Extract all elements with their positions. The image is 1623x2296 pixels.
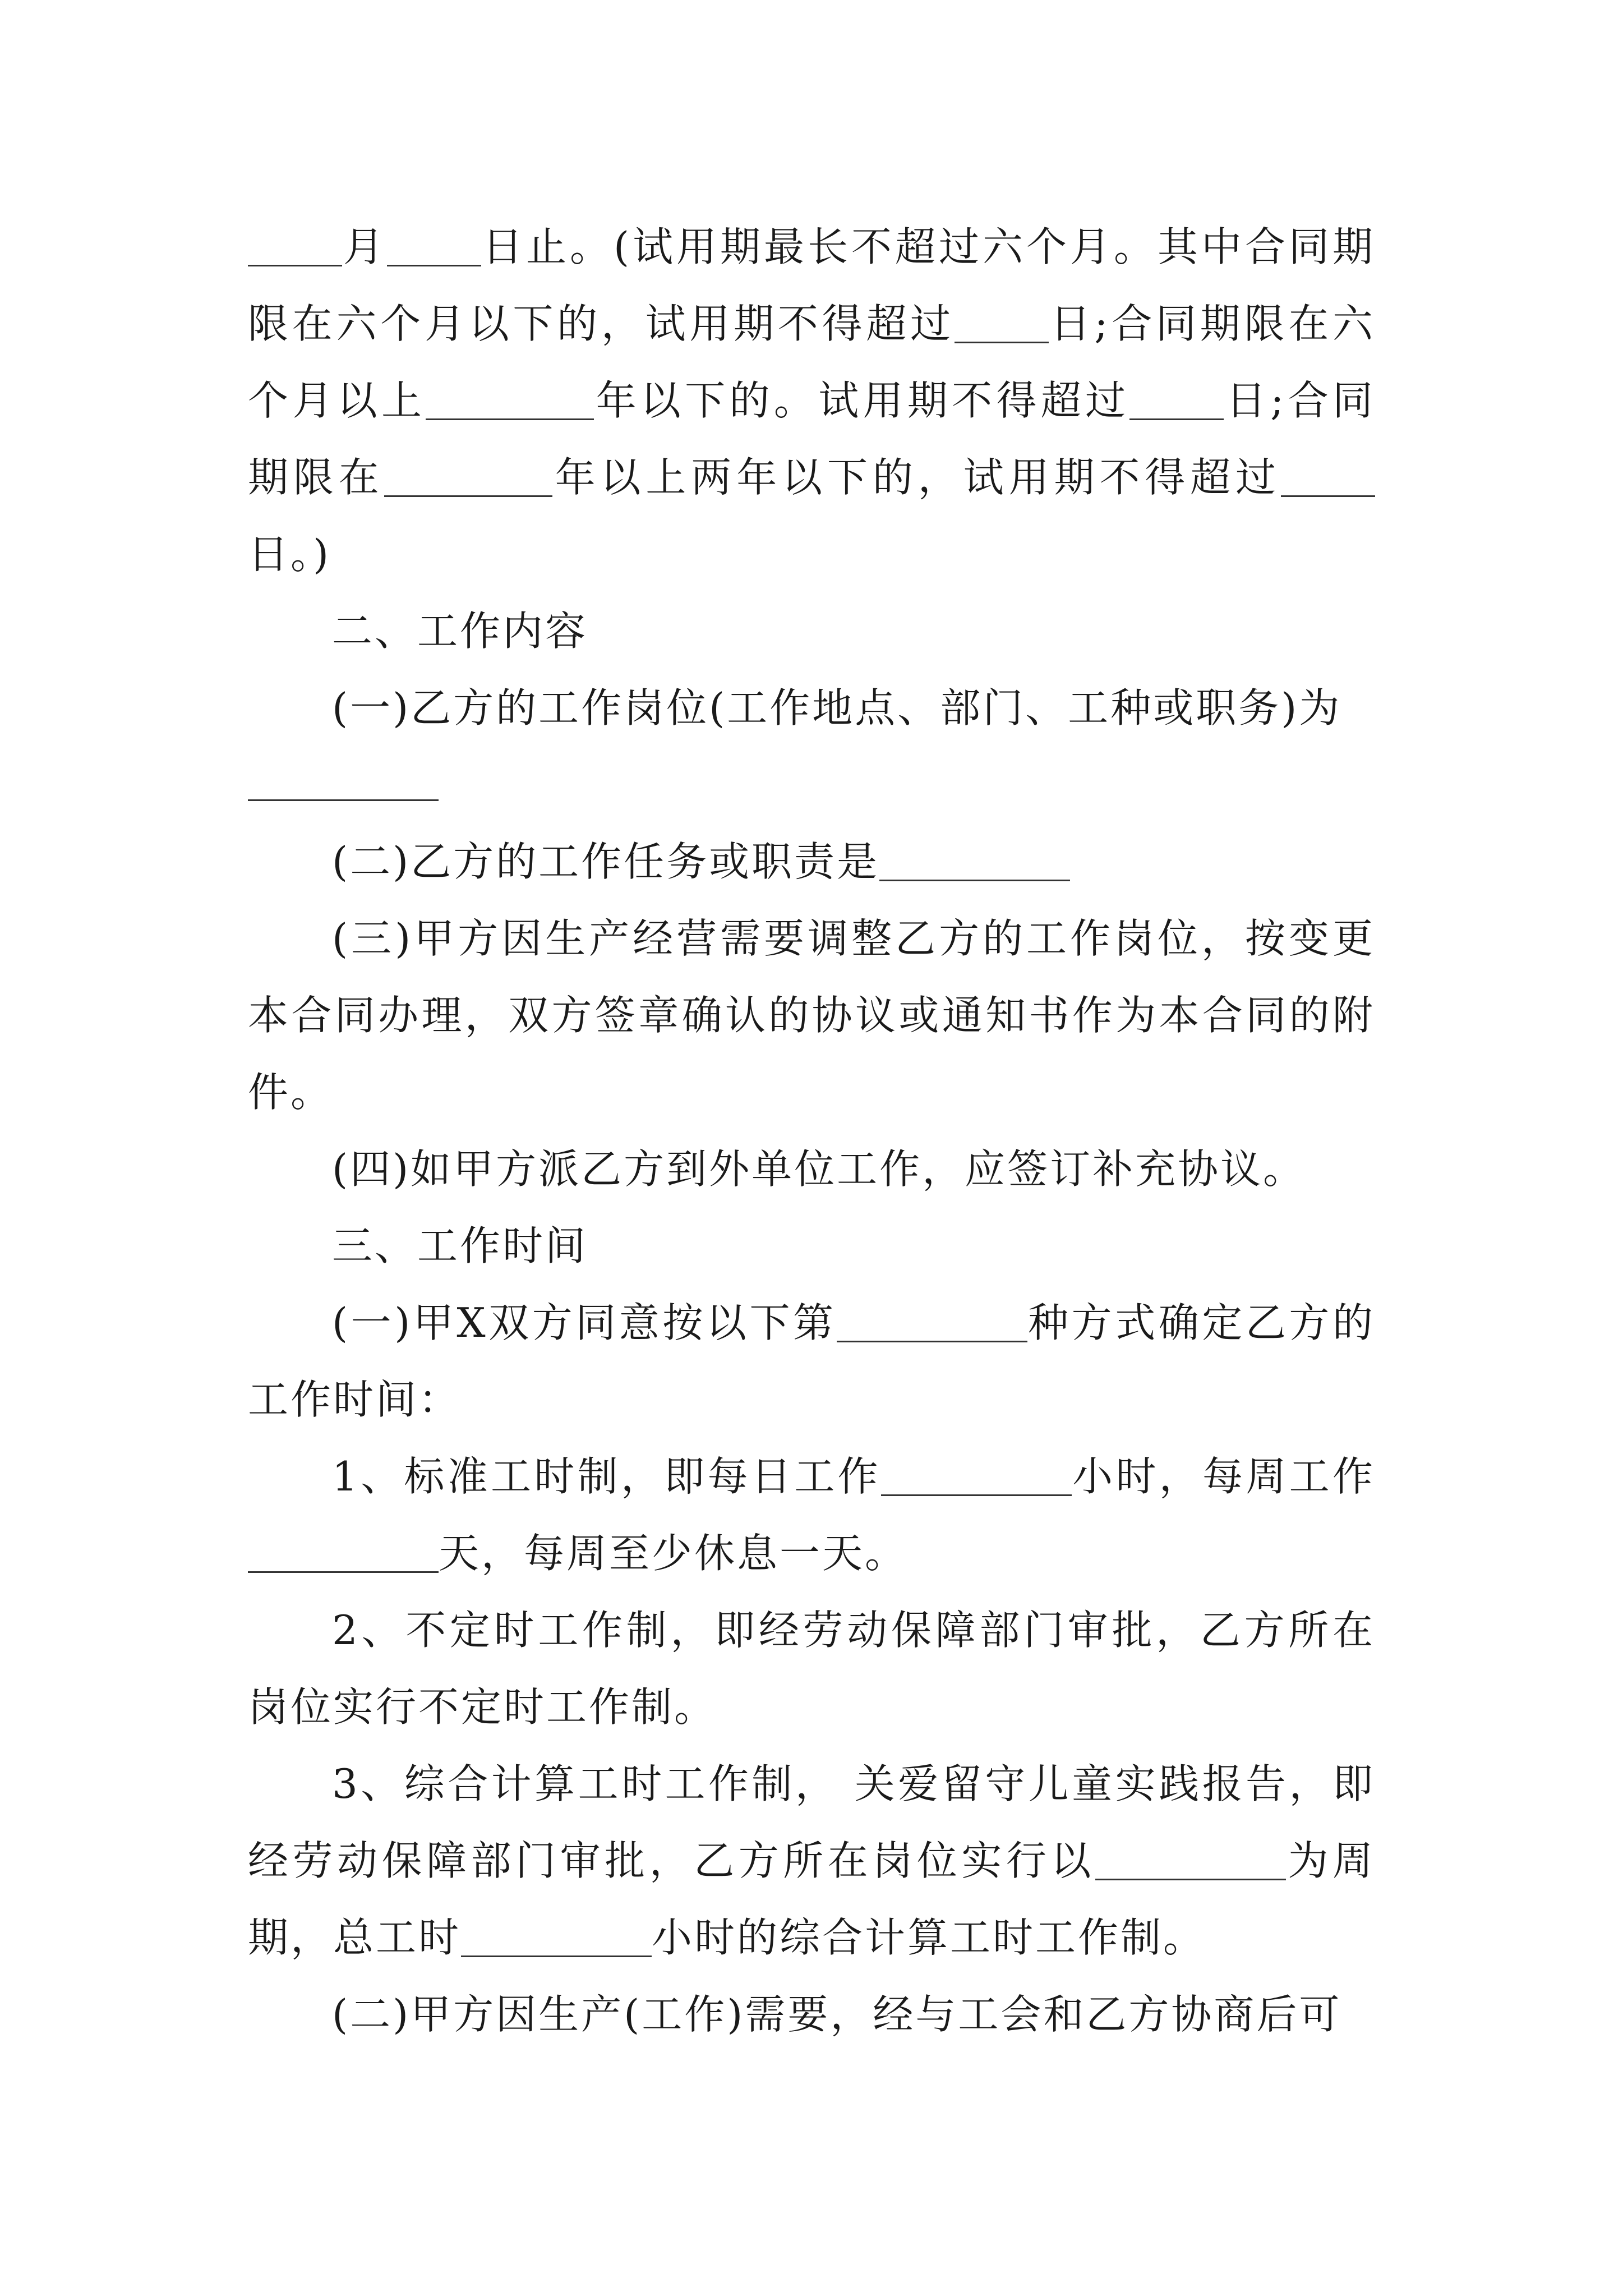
fill-blank (248, 760, 439, 801)
fill-blank (837, 1301, 1027, 1342)
text-segment: 日;合同期限在 (248, 377, 1375, 501)
text-segment: 月 (342, 223, 387, 270)
paragraph-work-time-method (248, 1285, 1375, 1438)
fill-blank (955, 302, 1049, 343)
text-segment: 日。) (248, 531, 331, 578)
fill-blank (1095, 1839, 1286, 1880)
fill-blank (1281, 456, 1375, 497)
contract-text (248, 209, 1375, 2053)
fill-blank (387, 226, 481, 266)
text-segment: 1、标准工时制，即每日工作 (332, 1453, 881, 1500)
section-heading-work-time: 三、工作时间 (332, 1222, 588, 1269)
paragraph-position-adjustment: (三)甲方因生产经营需要调整乙方的工作岗位，按变更本合同办理，双方签章确认的协议或通知书作为本合同的附件。 (248, 915, 1375, 1116)
blank-line (248, 747, 1375, 823)
text-segment: 小时，每周工作 (1071, 1453, 1375, 1500)
fill-blank (426, 379, 594, 420)
text-segment: 日;合同期限在六个月以上 (248, 300, 1375, 424)
paragraph-job-position: (一)乙方的工作岗位(工作地点、部门、工种或职务)为 (332, 684, 1342, 731)
text-segment: 种方式确定乙方的工作时间： (248, 1299, 1375, 1423)
text-segment: 日止。(试用期最长不超过六个月。其中合同期限在六个月以下的，试用期不得超过 (248, 223, 1375, 347)
fill-blank (879, 840, 1070, 881)
text-segment: 3、综合计算工时工作制， 关爱留守儿童实践报告，即经劳动保障部门审批，乙方所在岗位实行以 (248, 1760, 1375, 1884)
paragraph-standard-hours (248, 1438, 1375, 1592)
text-segment: 年以上两年以下的，试用期不得超过 (552, 454, 1281, 501)
paragraph-job-duties (248, 823, 1375, 900)
paragraph-probation (248, 209, 1375, 593)
text-segment: 为周期，总工时 (248, 1837, 1375, 1961)
fill-blank (461, 1916, 652, 1957)
paragraph-flexible-hours: 2、不定时工作制，即经劳动保障部门审批，乙方所在岗位实行不定时工作制。 (248, 1607, 1375, 1731)
text-segment: (二)乙方的工作任务或职责是 (332, 838, 880, 885)
fill-blank (881, 1455, 1072, 1496)
text-segment: 年以下的。试用期不得超过 (594, 377, 1130, 424)
paragraph-overtime: (二)甲方因生产(工作)需要，经与工会和乙方协商后可 (332, 1991, 1342, 2038)
fill-blank (248, 1532, 439, 1573)
section-heading-work-content: 二、工作内容 (332, 608, 588, 655)
fill-blank (384, 456, 552, 497)
fill-blank (248, 226, 342, 266)
text-segment: (一)甲X双方同意按以下第 (332, 1299, 837, 1346)
text-segment: 小时的综合计算工时工作制。 (652, 1914, 1206, 1961)
fill-blank (1129, 379, 1224, 420)
text-segment: 天，每周至少休息一天。 (439, 1530, 908, 1577)
paragraph-external-assignment: (四)如甲方派乙方到外单位工作，应签订补充协议。 (332, 1145, 1306, 1193)
paragraph-comprehensive-hours (248, 1746, 1375, 1976)
